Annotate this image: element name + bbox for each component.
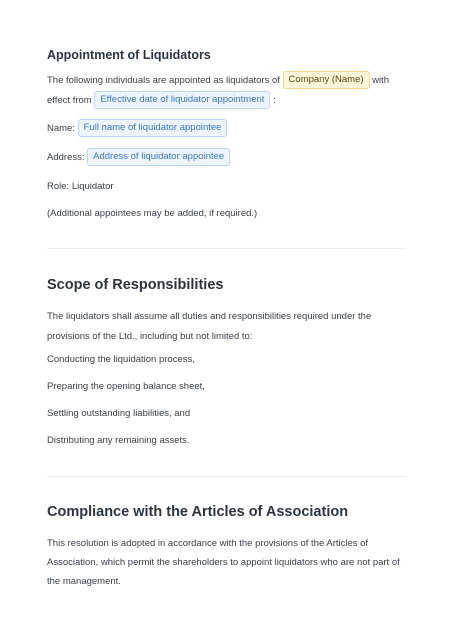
address-line <box>47 148 405 168</box>
section-divider <box>47 476 405 477</box>
intro-text-b: with <box>372 75 390 86</box>
role-line: Role: Liquidator <box>47 181 114 192</box>
company-name-field[interactable]: Company (Name) <box>283 71 370 89</box>
address-label: Address: <box>47 152 85 163</box>
intro-text-a: The following individuals are appointed as liquidators of <box>47 75 280 86</box>
section-title-scope: Scope of Responsibilities <box>47 277 224 293</box>
appointment-intro <box>47 71 405 111</box>
name-label: Name: <box>47 123 75 134</box>
liquidator-address-field[interactable]: Address of liquidator appointee <box>87 148 230 166</box>
list-item: Settling outstanding liabilities, and <box>47 408 191 419</box>
liquidator-name-field[interactable]: Full name of liquidator appointee <box>78 119 228 137</box>
list-item: Preparing the opening balance sheet, <box>47 381 205 392</box>
list-item: Distributing any remaining assets. <box>47 435 190 446</box>
effective-date-field[interactable]: Effective date of liquidator appointment <box>94 91 270 109</box>
section-title-compliance: Compliance with the Articles of Association <box>47 504 349 520</box>
section-title-appointment: Appointment of Liquidators <box>47 48 211 62</box>
compliance-body: This resolution is adopted in accordance with the provisions of the Articles of Association, which permit the shareholders to appoint liquidators who are not part of the management. <box>47 538 400 587</box>
scope-intro: The liquidators shall assume all duties and responsibilities required under the provisions of the Ltd., including but not limited to: <box>47 311 372 342</box>
section-divider <box>47 248 405 249</box>
additional-appointees-note: (Additional appointees may be added, if required.) <box>47 208 258 219</box>
list-item: Conducting the liquidation process, <box>47 354 195 365</box>
name-line <box>47 119 405 139</box>
intro-text-d: : <box>273 95 276 106</box>
intro-text-c: effect from <box>47 95 92 106</box>
